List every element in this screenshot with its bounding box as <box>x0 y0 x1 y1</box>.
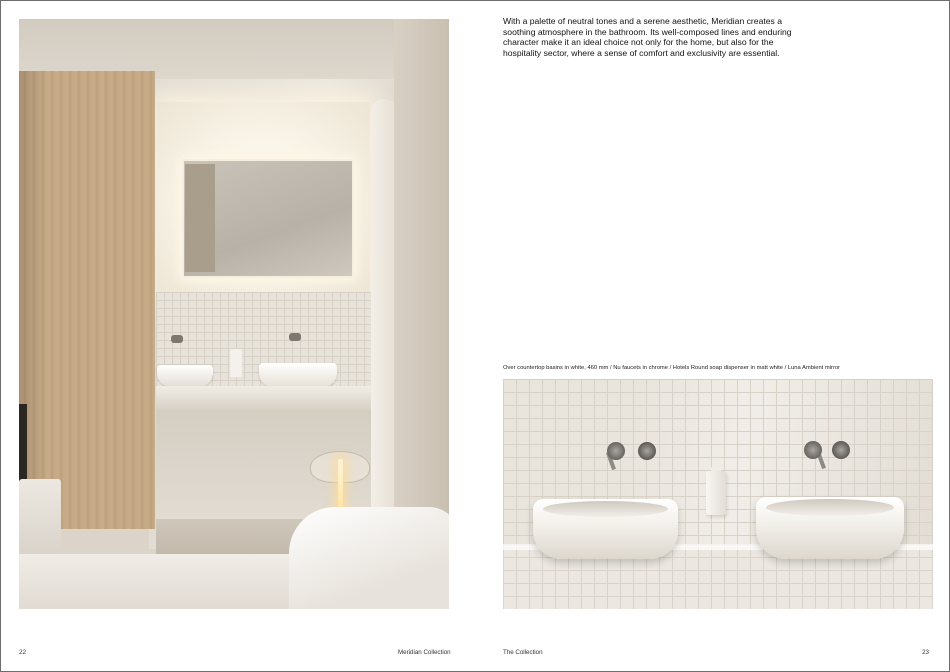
intro-paragraph: With a palette of neutral tones and a serene aesthetic, Meridian creates a soothing atmosphere in the bathroom. Its well-composed lines and enduring character make it an ideal choice not only for the home, but also for the hospitality sector, where a sense of comfort and exclusivity are essential. <box>503 16 792 58</box>
running-title-left: Meridian Collection <box>398 649 451 656</box>
basin-left <box>157 365 213 387</box>
faucet-rosette-left <box>607 442 625 460</box>
dark-frame <box>19 404 27 484</box>
page-number-left: 22 <box>19 649 26 656</box>
photo-caption: Over countertop basins in white, 460 mm / Nu faucets in chrome / Hotels Round soap dispenser in matt white / Luna Ambient mirror <box>503 365 841 371</box>
basin-left-rim <box>543 501 668 517</box>
vanity-counter <box>156 386 379 410</box>
basins-photo <box>503 379 933 609</box>
running-title-right: The Collection <box>503 649 543 656</box>
wall-faucet-right <box>289 333 301 341</box>
bathroom-interior-photo <box>19 19 449 609</box>
soap-dispenser <box>706 471 726 515</box>
nightstand <box>19 479 61 555</box>
wall-faucet-left <box>171 335 183 343</box>
faucet-handle-left <box>638 442 656 460</box>
basin-right <box>259 363 337 387</box>
basin-right-rim <box>766 499 894 516</box>
page-number-right: 23 <box>922 649 929 656</box>
pillow <box>289 507 449 609</box>
mirror-reflection <box>185 164 215 272</box>
faucet-handle-right <box>832 441 850 459</box>
soap-dispenser <box>230 349 242 377</box>
faucet-rosette-right <box>804 441 822 459</box>
